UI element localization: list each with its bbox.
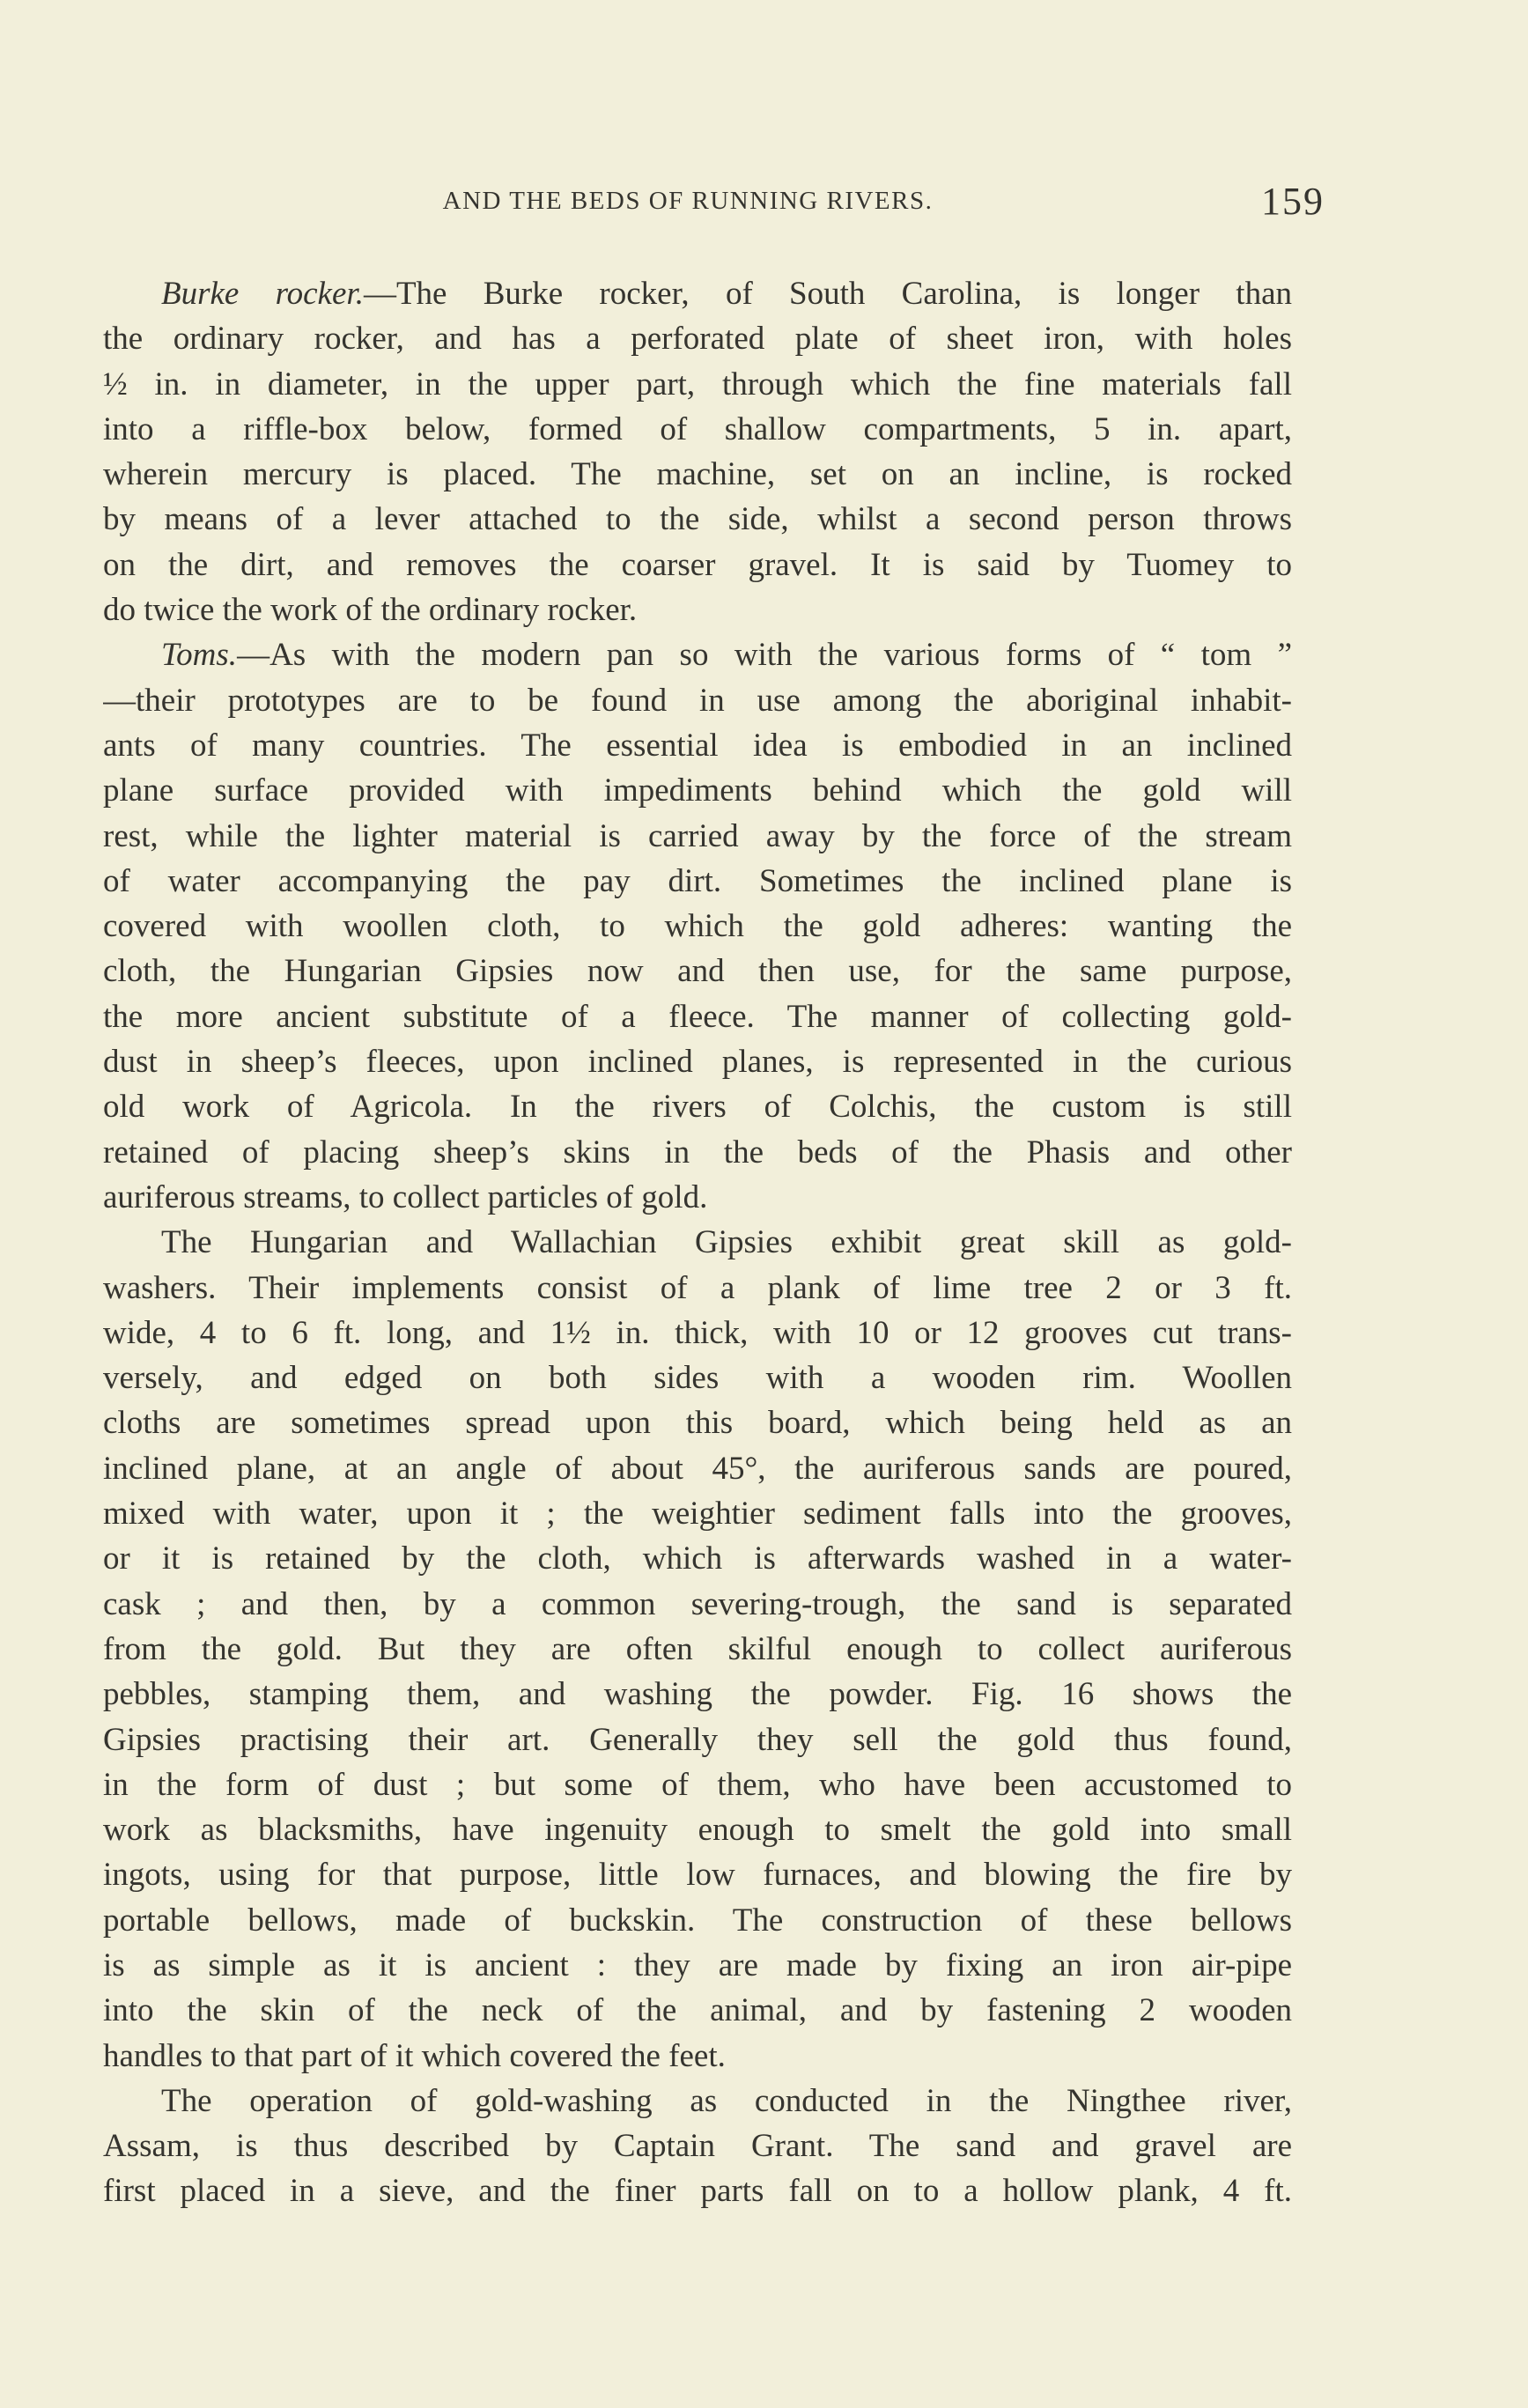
text-line <box>103 587 1292 632</box>
line-text: retained of placing sheep’s skins in the beds of the Phasis and other <box>103 1134 1292 1171</box>
text-line <box>103 1220 1292 1265</box>
text-line <box>103 1084 1292 1129</box>
line-text: —As with the modern pan so with the various forms of “ tom ” <box>237 637 1292 674</box>
text-line <box>103 1898 1292 1943</box>
text-line <box>103 994 1292 1039</box>
text-line <box>103 949 1292 993</box>
text-line <box>103 1807 1292 1852</box>
text-line <box>103 1717 1292 1762</box>
line-text: The operation of gold-washing as conducted in the Ningthee river, <box>161 2082 1292 2119</box>
page-number: 159 <box>1261 180 1325 223</box>
text-line <box>103 1355 1292 1400</box>
text-line <box>103 497 1292 542</box>
line-text: cask ; and then, by a common severing-trough, the sand is separated <box>103 1585 1292 1622</box>
line-text: mixed with water, upon it ; the weightier sediment falls into the grooves, <box>103 1496 1292 1533</box>
line-text: pebbles, stamping them, and washing the powder. Fig. 16 shows the <box>103 1676 1292 1713</box>
text-line <box>103 1446 1292 1491</box>
text-line <box>103 452 1292 497</box>
line-text: —The Burke rocker, of South Carolina, is longer than <box>363 276 1292 312</box>
text-line <box>103 859 1292 904</box>
text-line <box>103 1943 1292 1988</box>
line-text: the more ancient substitute of a fleece. The manner of collecting gold- <box>103 998 1292 1035</box>
line-text: first placed in a sieve, and the finer parts fall on to a hollow plank, 4 ft. <box>103 2173 1292 2210</box>
text-line <box>103 407 1292 452</box>
line-text: the ordinary rocker, and has a perforated plate of sheet iron, with holes <box>103 321 1292 358</box>
text-line <box>103 723 1292 768</box>
text-line <box>103 1852 1292 1897</box>
section-lead-italic: Toms. <box>161 637 238 674</box>
text-line <box>103 1582 1292 1627</box>
text-line <box>103 1266 1292 1311</box>
line-text: ½ in. in diameter, in the upper part, through which the fine materials fall <box>103 366 1292 403</box>
line-text: on the dirt, and removes the coarser gravel. It is said by Tuomey to <box>103 546 1292 583</box>
text-line <box>103 1536 1292 1581</box>
line-text: in the form of dust ; but some of them, who have been accustomed to <box>103 1766 1292 1803</box>
text-line <box>103 2079 1292 2124</box>
line-text: or it is retained by the cloth, which is afterwards washed in a water- <box>103 1540 1292 1577</box>
line-text: is as simple as it is ancient : they are made by fixing an iron air-pipe <box>103 1946 1292 1983</box>
line-text: Gipsies practising their art. Generally they sell the gold thus found, <box>103 1721 1292 1758</box>
text-line <box>103 768 1292 813</box>
text-line <box>103 1039 1292 1084</box>
text-line <box>103 271 1292 316</box>
text-line <box>103 316 1292 361</box>
text-line <box>103 2034 1292 2079</box>
text-line <box>103 1130 1292 1175</box>
text-line <box>103 2124 1292 2168</box>
line-text: into a riffle-box below, formed of shallow compartments, 5 in. apart, <box>103 410 1292 447</box>
line-text: The Hungarian and Wallachian Gipsies exhibit great skill as gold- <box>161 1224 1292 1261</box>
text-line <box>103 1175 1292 1220</box>
section-lead-italic: Burke rocker. <box>161 276 364 312</box>
line-text: do twice the work of the ordinary rocker. <box>103 592 638 629</box>
text-line <box>103 678 1292 723</box>
text-line <box>103 904 1292 949</box>
text-line <box>103 1491 1292 1536</box>
text-line <box>103 1672 1292 1717</box>
line-text: —their prototypes are to be found in use among the aboriginal inhabit- <box>103 682 1292 719</box>
running-head: AND THE BEDS OF RUNNING RIVERS. <box>442 187 934 215</box>
line-text: of water accompanying the pay dirt. Sometimes the inclined plane is <box>103 862 1292 899</box>
line-text: handles to that part of it which covered the feet. <box>103 2037 726 2074</box>
text-line <box>103 1400 1292 1445</box>
line-text: versely, and edged on both sides with a wooden rim. Woollen <box>103 1360 1292 1397</box>
line-text: inclined plane, at an angle of about 45°, the auriferous sands are poured, <box>103 1450 1292 1487</box>
line-text: plane surface provided with impediments behind which the gold will <box>103 772 1292 809</box>
text-line <box>103 2168 1292 2213</box>
line-text: Assam, is thus described by Captain Grant. The sand and gravel are <box>103 2128 1292 2165</box>
text-line <box>103 1762 1292 1807</box>
text-line <box>103 632 1292 677</box>
text-line <box>103 1988 1292 2033</box>
line-text: ingots, using for that purpose, little low furnaces, and blowing the fire by <box>103 1857 1292 1894</box>
line-text: rest, while the lighter material is carried away by the force of the stream <box>103 817 1292 854</box>
line-text: cloth, the Hungarian Gipsies now and then use, for the same purpose, <box>103 953 1292 990</box>
line-text: wide, 4 to 6 ft. long, and 1½ in. thick, with 10 or 12 grooves cut trans- <box>103 1314 1292 1351</box>
line-text: work as blacksmiths, have ingenuity enough to smelt the gold into small <box>103 1812 1292 1849</box>
line-text: ants of many countries. The essential idea is embodied in an inclined <box>103 727 1292 764</box>
line-text: into the skin of the neck of the animal, and by fastening 2 wooden <box>103 1992 1292 2029</box>
text-line <box>103 814 1292 859</box>
line-text: auriferous streams, to collect particles of gold. <box>103 1178 708 1215</box>
text-line <box>103 362 1292 407</box>
body-text <box>103 271 1292 2214</box>
line-text: cloths are sometimes spread upon this board, which being held as an <box>103 1405 1292 1442</box>
line-text: covered with woollen cloth, to which the gold adheres: wanting the <box>103 908 1292 945</box>
line-text: dust in sheep’s fleeces, upon inclined planes, is represented in the curious <box>103 1044 1292 1081</box>
line-text: washers. Their implements consist of a plank of lime tree 2 or 3 ft. <box>103 1269 1292 1306</box>
text-line <box>103 543 1292 587</box>
line-text: old work of Agricola. In the rivers of Colchis, the custom is still <box>103 1089 1292 1126</box>
line-text: portable bellows, made of buckskin. The construction of these bellows <box>103 1902 1292 1939</box>
text-line <box>103 1311 1292 1355</box>
line-text: wherein mercury is placed. The machine, set on an incline, is rocked <box>103 456 1292 493</box>
line-text: from the gold. But they are often skilful enough to collect auriferous <box>103 1630 1292 1667</box>
line-text: by means of a lever attached to the side, whilst a second person throws <box>103 501 1292 538</box>
text-line <box>103 1627 1292 1672</box>
